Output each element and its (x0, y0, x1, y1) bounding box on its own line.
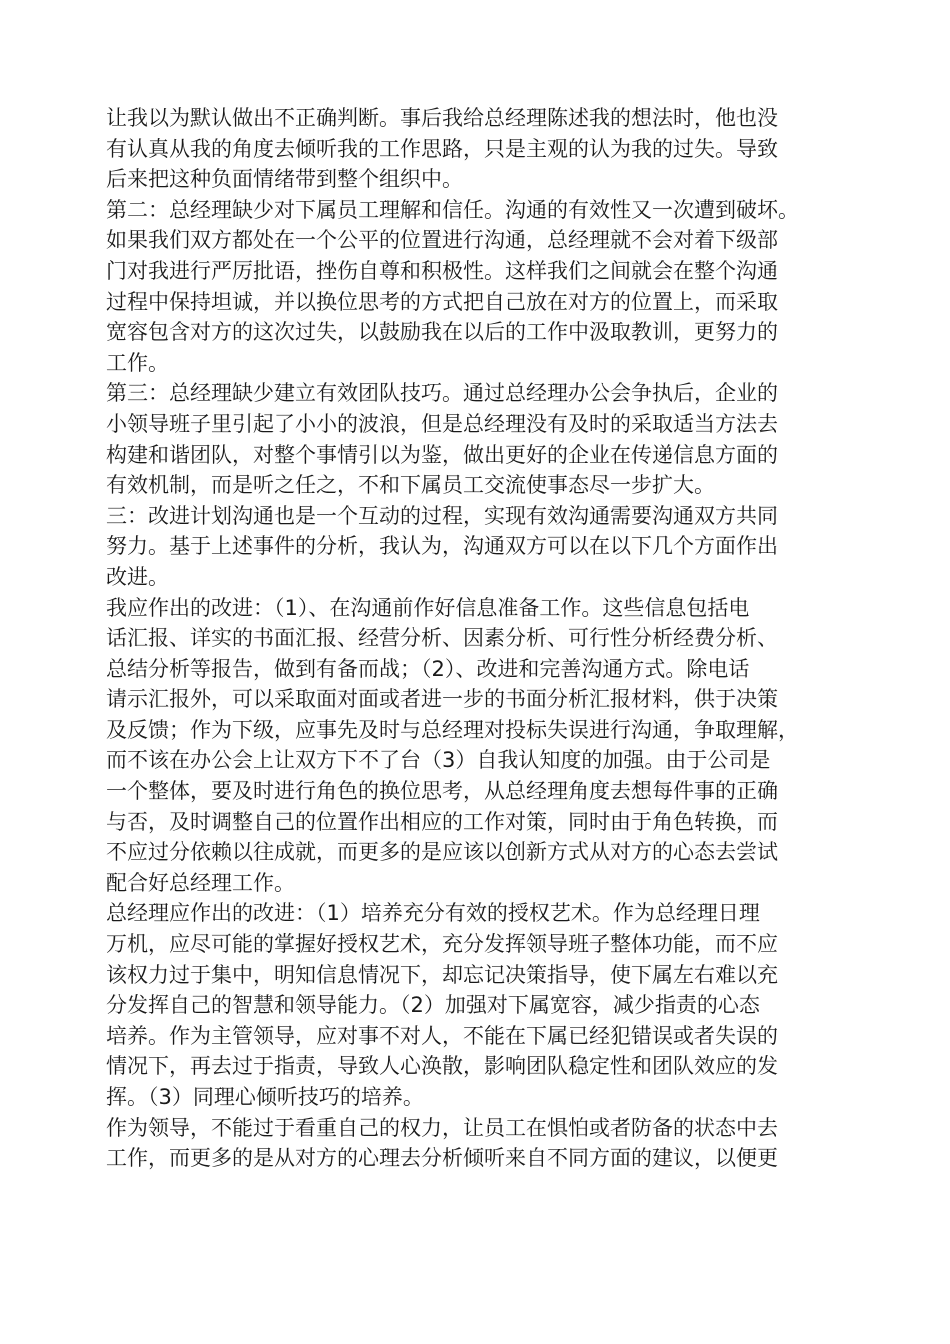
paragraph-improvement-plan (106, 501, 866, 593)
text-line: 构建和谐团队，对整个事情引以为鉴，做出更好的企业在传递信息方面的 (106, 442, 778, 467)
paragraph-point-two (106, 195, 866, 379)
text-line: 万机，应尽可能的掌握好授权艺术，充分发挥领导班子整体功能，而不应 (106, 932, 778, 957)
text-line: 第三：总经理缺少建立有效团队技巧。通过总经理办公会争执后，企业的 (106, 381, 778, 406)
text-line: 不应过分依赖以往成就，而更多的是应该以创新方式从对方的心态去尝试 (106, 840, 778, 865)
text-line: 挥。（3）同理心倾听技巧的培养。 (106, 1085, 424, 1109)
paragraph-point-three (106, 378, 866, 500)
paragraph-leadership (106, 1113, 866, 1174)
text-line: 有效机制，而是听之任之，不和下属员工交流使事态尽一步扩大。 (106, 473, 715, 498)
text-line: 门对我进行严厉批语，挫伤自尊和积极性。这样我们之间就会在整个沟通 (106, 258, 778, 283)
text-line: 过程中保持坦诚，并以换位思考的方式把自己放在对方的位置上，而采取 (106, 289, 778, 314)
text-line: 一个整体，要及时进行角色的换位思考，从总经理角度去想每件事的正确 (106, 779, 778, 804)
text-line: 情况下，再去过于指责，导致人心涣散，影响团队稳定性和团队效应的发 (106, 1054, 778, 1079)
text-line: 工作，而更多的是从对方的心理去分析倾听来自不同方面的建议，以便更 (106, 1146, 778, 1171)
text-line: 工作。 (106, 350, 169, 375)
text-line: 总经理应作出的改进：（1）培养充分有效的授权艺术。作为总经理日理 (106, 901, 760, 926)
text-line: 小领导班子里引起了小小的波浪，但是总经理没有及时的采取适当方法去 (106, 411, 778, 436)
text-line: 宽容包含对方的这次过失，以鼓励我在以后的工作中汲取教训，更努力的 (106, 320, 778, 345)
text-line: 分发挥自己的智慧和领导能力。（2）加强对下属宽容，减少指责的心态 (106, 993, 760, 1018)
text-line: 话汇报、详实的书面汇报、经营分析、因素分析、可行性分析经费分析、 (106, 626, 778, 651)
text-line: 培养。作为主管领导，应对事不对人，不能在下属已经犯错误或者失误的 (106, 1023, 778, 1048)
paragraph-my-improvements (106, 593, 866, 899)
text-line: 该权力过于集中，明知信息情况下，却忘记决策指导，使下属左右难以充 (106, 962, 778, 987)
text-line: 请示汇报外，可以采取面对面或者进一步的书面分析汇报材料，供于决策 (106, 687, 778, 712)
document-body (106, 103, 866, 1174)
text-line: 第二：总经理缺少对下属员工理解和信任。沟通的有效性又一次遭到破坏。 (106, 197, 799, 222)
text-line: 三：改进计划沟通也是一个互动的过程，实现有效沟通需要沟通双方共同 (106, 503, 778, 528)
text-line: 我应作出的改进：（1）、在沟通前作好信息准备工作。这些信息包括电 (106, 595, 750, 620)
text-line: 努力。基于上述事件的分析，我认为，沟通双方可以在以下几个方面作出 (106, 534, 778, 559)
text-line: 有认真从我的角度去倾听我的工作思路，只是主观的认为我的过失。导致 (106, 136, 778, 161)
text-line: 配合好总经理工作。 (106, 870, 295, 895)
text-line: 及反馈；作为下级，应事先及时与总经理对投标失误进行沟通，争取理解， (106, 717, 799, 742)
paragraph-manager-improvements (106, 898, 866, 1112)
text-line: 让我以为默认做出不正确判断。事后我给总经理陈述我的想法时，他也没 (106, 106, 778, 130)
text-line: 后来把这种负面情绪带到整个组织中。 (106, 167, 463, 192)
text-line: 与否，及时调整自己的位置作出相应的工作对策，同时由于角色转换，而 (106, 809, 778, 834)
text-line: 如果我们双方都处在一个公平的位置进行沟通，总经理就不会对着下级部 (106, 228, 778, 253)
text-line: 作为领导，不能过于看重自己的权力，让员工在惧怕或者防备的状态中去 (106, 1115, 778, 1140)
text-line: 总结分析等报告，做到有备而战；（2）、改进和完善沟通方式。除电话 (106, 656, 750, 681)
text-line: 改进。 (106, 564, 169, 589)
text-line: 而不该在办公会上让双方下不了台（3）自我认知度的加强。由于公司是 (106, 748, 771, 773)
paragraph-intro-continuation (106, 103, 866, 195)
